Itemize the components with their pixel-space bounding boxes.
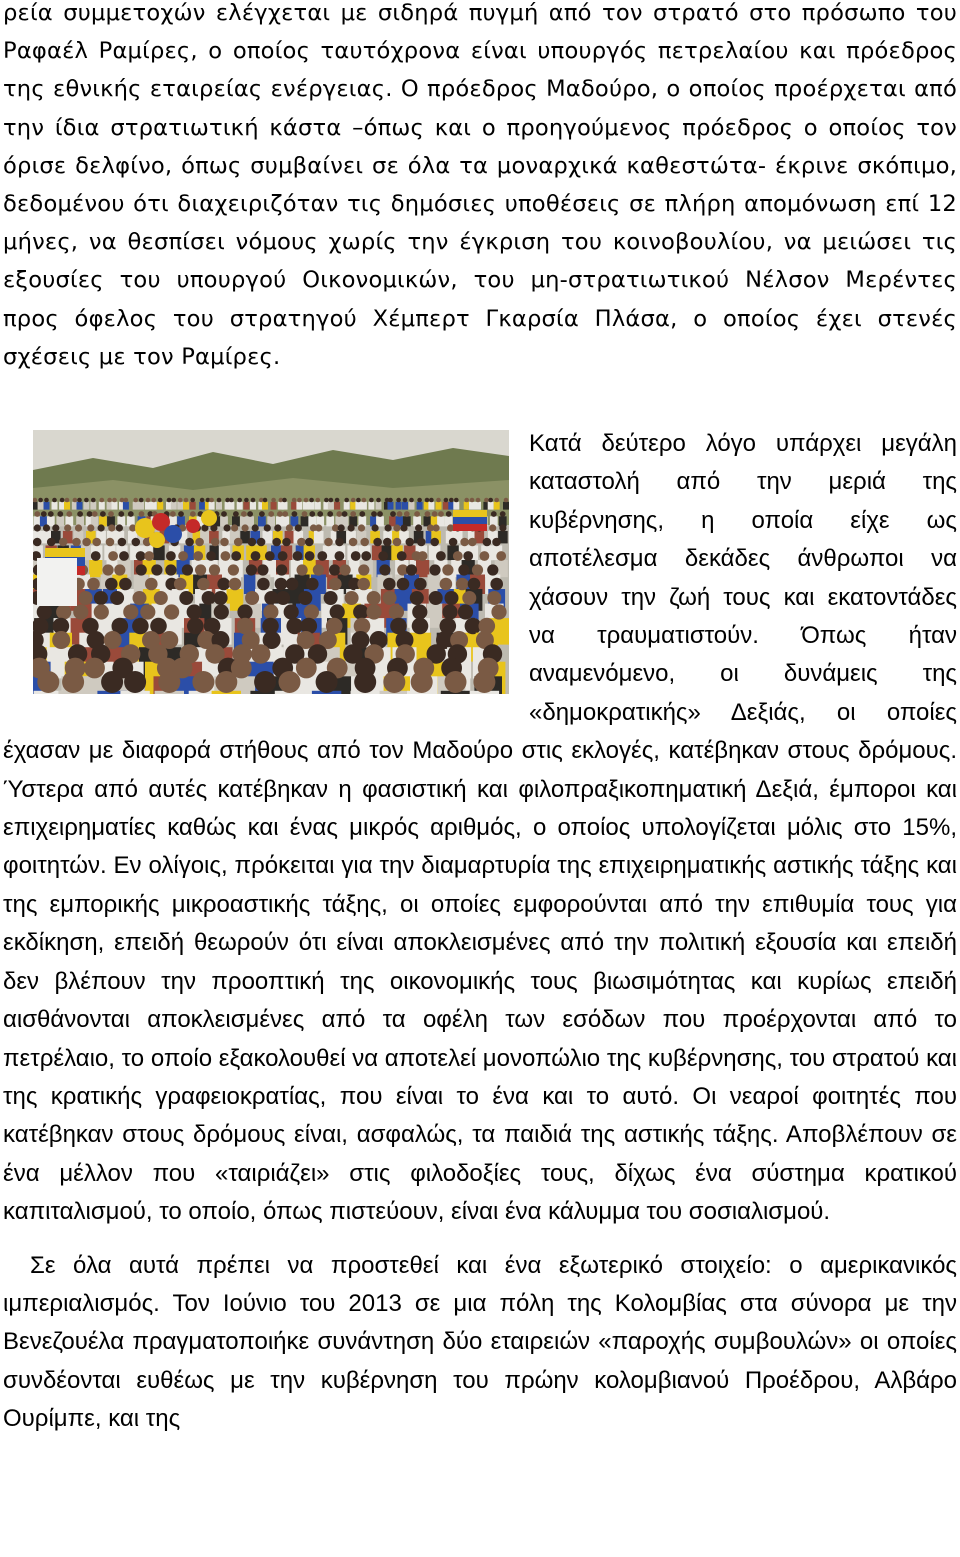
body-text — [3, 425, 957, 1439]
protest-crowd-photo — [33, 430, 509, 694]
protest-sign — [37, 558, 77, 606]
paragraph-2: Κατά δεύτερο λόγο υπάρχει μεγάλη καταστολή από την μεριά της κυβέρνησης, η οποία είχε ως αποτέλεσμα δεκάδες άνθρωποι να χάσουν την ζωή τους και εκατοντάδες να τραυματιστούν. Όπως ήταν αναμενόμενο, οι δυνάμεις της «δημοκρατικής» Δεξιάς, οι οποίες έχασαν με διαφορά στήθους από τον Μαδούρο στις εκλογές, κατέβηκαν στους δρόμους. Ύστερα από αυτές κατέβηκαν η φασιστική και φιλοπραξικοπηματική Δεξιά, έμποροι και επιχειρηματίες καθώς και ένας μικρός αριθμός, ο οποίος υπολογίζεται μόλις στο 15%, φοιτητών. Εν ολίγοις, πρόκειται για την διαμαρτυρία της επιχειρηματικής αστικής τάξης και της εμπορικής μικροαστικής τάξης, οι οποίες εμφορούνται από την επιθυμία τους για εκδίκηση, επειδή θεωρούν ότι είναι αποκλεισμένες από την πολιτική εξουσία και επειδή δεν βλέπουν την προοπτική της οικονομικής τους βιωσιμότητας και κυρίως επειδή αισθάνονται αποκλεισμένες από τα οφέλη των εσόδων που προέρχονται από το πετρέλαιο, το οποίο εξακολουθεί να αποτελεί μονοπώλιο της κυβέρνησης, του στρατού και της κρατικής γραφειοκρατίας, που είναι το ένα και το αυτό. Οι νεαροί φοιτητές που κατέβηκαν στους δρόμους είναι, ασφαλώς, τα παιδιά της αστικής τάξης. Αποβλέπουν σε ένα μέλλον που «ταιριάζει» στις φιλοδοξίες τους, δίχως ένα σύστημα κρατικού καπιταλισμού, το οποίο, όπως πιστεύουν, είναι ένα κάλυμμα του σοσιαλισμού. — [3, 430, 957, 1226]
crowd-illustration — [33, 430, 509, 694]
paragraph-continuation: ρεία συμμετοχών ελέγχεται με σιδηρά πυγμή από τον στρατό στο πρόσωπο του Ραφαέλ Ραμίρες, ο οποίος ταυτόχρονα είναι υπουργός πετρελαίου και πρόεδρος της εθνικής εταιρείας ενέργειας. Ο πρόεδρος Μαδούρο, ο οποίος προέρχεται από την ίδια στρατιωτική κάστα –όπως και ο προηγούμενος πρόεδρος ο οποίος τον όρισε δελφίνο, όπως συμβαίνει σε όλα τα μοναρχικά καθεστώτα- έκρινε σκόπιμο, δεδομένου ότι διαχειριζόταν τις δημόσιες υποθέσεις σε πλήρη απομόνωση επί 12 μήνες, να θεσπίσει νόμους χωρίς την έγκριση του κοινοβουλίου, να μειώσει τις εξουσίες του υπουργού Οικονομικών, του μη-στρατιωτικού Νέλσον Μερέντες προς όφελος του στρατηγού Χέμπερτ Γκαρσία Πλάσα, ο οποίος έχει στενές σχέσεις με τον Ραμίρες. — [3, 0, 957, 370]
paragraph-3: Σε όλα αυτά πρέπει να προστεθεί και ένα εξωτερικό στοιχείο: ο αμερικανικός ιμπεριαλισμός. Τον Ιούνιο του 2013 σε μια πόλη της Κολομβίας στα σύνορα με την Βενεζουέλα πραγματοποιήκε συνάντηση δύο εταιρειών «παροχής συμβουλών» οι οποίες συνδέονται ευθέως με την κυβέρνηση του πρώην κολομβιανού Προέδρου, Αλβάρο Ουρίμπε, και της — [3, 1251, 957, 1433]
